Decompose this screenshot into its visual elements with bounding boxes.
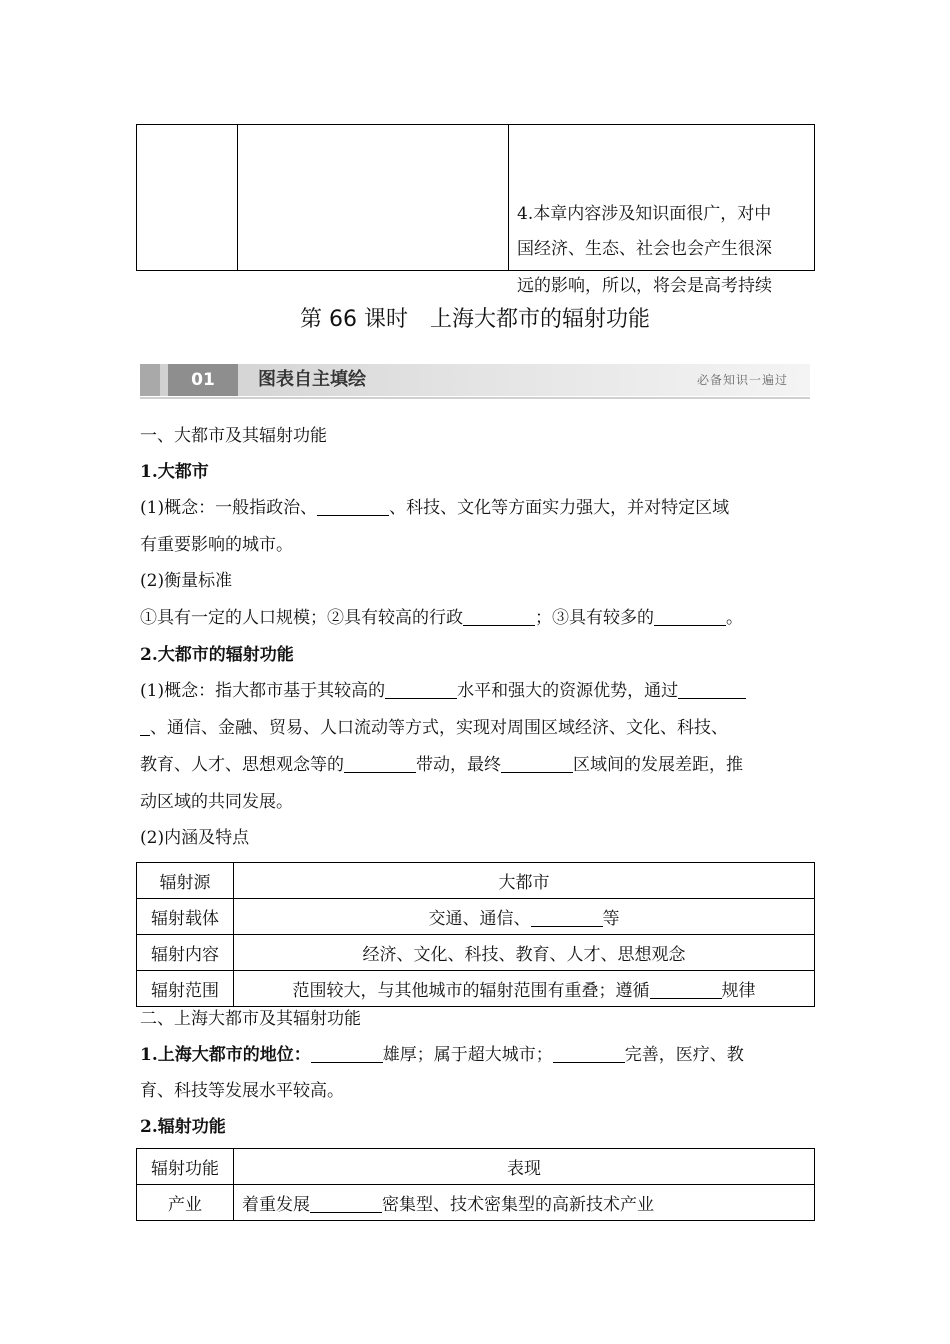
banner-hint: 必备知识一遍过	[696, 373, 788, 387]
paragraph-line: 动区域的共同发展。	[140, 792, 293, 812]
row-value: 经济、文化、科技、教育、人才、思想观念	[234, 935, 815, 971]
header-label: 辐射功能	[137, 1149, 234, 1185]
fill-blank[interactable]	[310, 1195, 382, 1213]
fill-blank[interactable]	[317, 498, 389, 516]
paragraph-line: (2)衡量标准	[140, 571, 233, 591]
fill-blank[interactable]	[678, 681, 746, 699]
fill-blank[interactable]	[501, 755, 573, 773]
fill-blank[interactable]	[344, 755, 416, 773]
row-value: 大都市	[234, 863, 815, 899]
fill-blank[interactable]	[140, 718, 150, 736]
fill-blank[interactable]	[311, 1045, 383, 1063]
paragraph-line: (2)内涵及特点	[140, 828, 250, 848]
fill-blank[interactable]	[385, 681, 457, 699]
paragraph-line: (1)概念：指大都市基于其较高的 水平和强大的资源优势，通过	[140, 673, 812, 710]
table-cell-text: 国经济、生态、社会也会产生很深	[517, 239, 772, 259]
table-row	[137, 899, 815, 935]
paragraph-line: 教育、人才、思想观念等的 带动，最终 区域间的发展差距，推	[140, 755, 743, 775]
table-cell-text: 4.本章内容涉及知识面很广，对中	[517, 204, 772, 224]
section-banner	[140, 364, 810, 396]
row-label: 产业	[137, 1185, 234, 1221]
row-label: 辐射载体	[137, 899, 234, 935]
table-row	[137, 863, 815, 899]
row-value: 交通、通信、 等	[234, 899, 815, 935]
table-row	[137, 1149, 815, 1185]
fill-blank[interactable]	[531, 909, 603, 927]
row-label: 辐射源	[137, 863, 234, 899]
header-value: 表现	[234, 1149, 815, 1185]
table-overflow-text: 远的影响，所以，将会是高考持续	[517, 276, 772, 296]
table-row	[137, 1185, 815, 1221]
table-divider	[237, 125, 238, 270]
subheading: 2.大都市的辐射功能	[140, 645, 294, 665]
continued-table	[136, 124, 815, 271]
fill-blank[interactable]	[463, 608, 535, 626]
subheading: 2.辐射功能	[140, 1117, 226, 1137]
table-row	[137, 935, 815, 971]
banner-number: 01	[168, 364, 238, 396]
section-heading: 一、大都市及其辐射功能	[140, 426, 327, 446]
paragraph-line: (1)概念：一般指政治、 、科技、文化等方面实力强大，并对特定区域	[140, 498, 730, 518]
paragraph-line: 有重要影响的城市。	[140, 535, 293, 555]
paragraph-line: 育、科技等发展水平较高。	[140, 1081, 344, 1101]
paragraph-line: ①具有一定的人口规模；②具有较高的行政 ；③具有较多的 。	[140, 608, 743, 628]
row-value: 范围较大，与其他城市的辐射范围有重叠；遵循 规律	[234, 971, 815, 1007]
banner-title: 图表自主填绘	[258, 369, 366, 390]
table-divider	[508, 125, 509, 270]
row-value: 着重发展 密集型、技术密集型的高新技术产业	[234, 1185, 815, 1221]
row-label: 辐射范围	[137, 971, 234, 1007]
fill-blank[interactable]	[553, 1045, 625, 1063]
fill-blank[interactable]	[650, 981, 722, 999]
fill-blank[interactable]	[654, 608, 726, 626]
paragraph-line: 、通信、金融、贸易、人口流动等方式，实现对周围区域经济、文化、科技、	[140, 710, 812, 747]
section-heading: 二、上海大都市及其辐射功能	[140, 1009, 361, 1029]
row-label: 辐射内容	[137, 935, 234, 971]
radiation-table	[136, 862, 815, 1007]
lesson-title: 第 66 课时 上海大都市的辐射功能	[300, 307, 650, 332]
paragraph-line: 1.上海大都市的地位： 雄厚；属于超大城市； 完善，医疗、教	[140, 1045, 744, 1065]
subheading: 1.大都市	[140, 462, 209, 482]
function-table	[136, 1148, 815, 1221]
